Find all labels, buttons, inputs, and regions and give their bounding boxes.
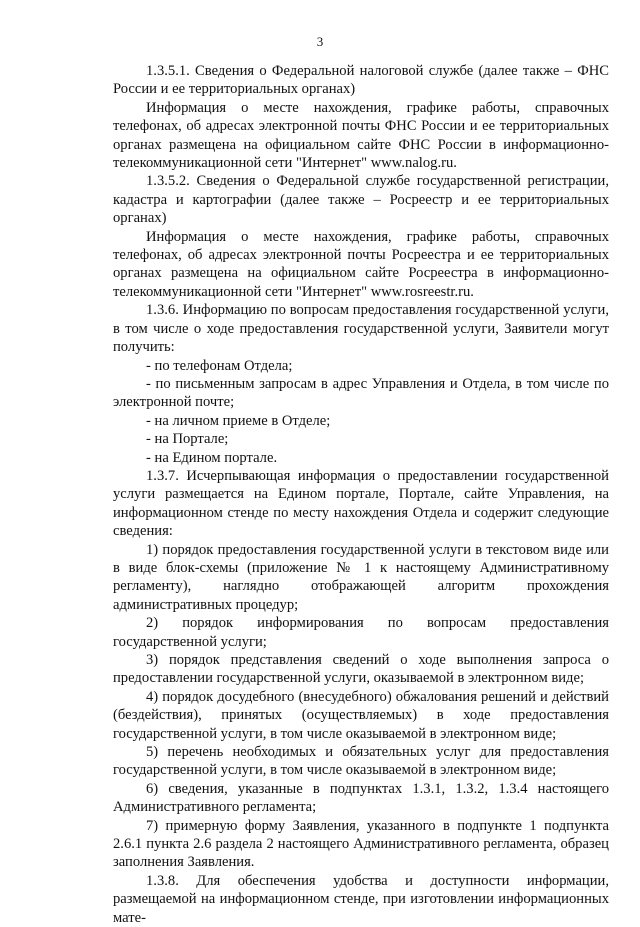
paragraph-1-3-6: 1.3.6. Информацию по вопросам предоставления государственной услуги, в том числе о ходе предоставления государственной услуги, Заявители могут получить: [113, 302, 609, 356]
list-item: - на Едином портале. [146, 449, 278, 466]
paragraph-fns-info: Информация о месте нахождения, графике работы, справочных телефонах, об адресах электронной почты ФНС России и ее территориальных органах размещена на официальном сайте ФНС России в информационно-телекоммуникационной сети "Интернет" www.nalog.ru. [113, 99, 609, 172]
list-item: 7) примерную форму Заявления, указанного в подпункте 1 подпункта 2.6.1 пункта 2.6 раздела 2 настоящего Административного регламента, образец заполнения Заявления. [113, 817, 609, 871]
paragraph-rosreestr-info: Информация о месте нахождения, графике работы, справочных телефонах, об адресах электронной почты Росреестра и ее территориальных органах размещена на официальном сайте Росреестра в информационно-телекоммуникационной сети "Интернет" www.rosreestr.ru. [113, 228, 609, 300]
list-item: 2) порядок информирования по вопросам предоставления государственной услуги; [113, 615, 609, 650]
list-item: - на Портале; [146, 431, 229, 448]
document-body [113, 62, 609, 927]
list-item: - на личном приеме в Отделе; [146, 412, 331, 429]
list-item: - по телефонам Отдела; [146, 357, 293, 374]
list-item: 4) порядок досудебного (внесудебного) обжалования решений и действий (бездействия), принятых (осуществляемых) в ходе предоставления государственной услуги, в том числе оказываемой в электронном виде; [113, 688, 609, 742]
list-item: 6) сведения, указанные в подпунктах 1.3.1, 1.3.2, 1.3.4 настоящего Административного регламента; [113, 780, 609, 816]
paragraph-1-3-5-2: 1.3.5.2. Сведения о Федеральной службе государственной регистрации, кадастра и картографии (далее также – Росреестр и ее территориальных органах) [113, 173, 609, 227]
paragraph-1-3-5-1: 1.3.5.1. Сведения о Федеральной налоговой службе (далее также – ФНС России и ее территориальных органах) [113, 63, 609, 98]
list-item: 1) порядок предоставления государственной услуги в текстовом виде или в виде блок-схемы (приложение № 1 к настоящему Административному регламенту), наглядно отображающей алгоритм прохождения административных процедур; [113, 541, 609, 613]
list-item: 5) перечень необходимых и обязательных услуг для предоставления государственной услуги, в том числе оказываемой в электронном виде; [113, 744, 609, 779]
paragraph-1-3-7: 1.3.7. Исчерпывающая информация о предоставлении государственной услуги размещается на Едином портале, Портале, сайте Управления, на информационном стенде по месту нахождения Отдела и содержит следующие сведения: [113, 467, 609, 540]
list-item: - по письменным запросам в адрес Управления и Отдела, в том числе по электронной почте; [113, 375, 609, 411]
list-item: 3) порядок представления сведений о ходе выполнения запроса о предоставлении государственной услуги, оказываемой в электронном виде; [113, 652, 609, 687]
paragraph-1-3-8: 1.3.8. Для обеспечения удобства и доступности информации, размещаемой на информационном стенде, при изготовлении информационных мате- [113, 872, 609, 926]
page-number: 3 [316, 34, 324, 49]
